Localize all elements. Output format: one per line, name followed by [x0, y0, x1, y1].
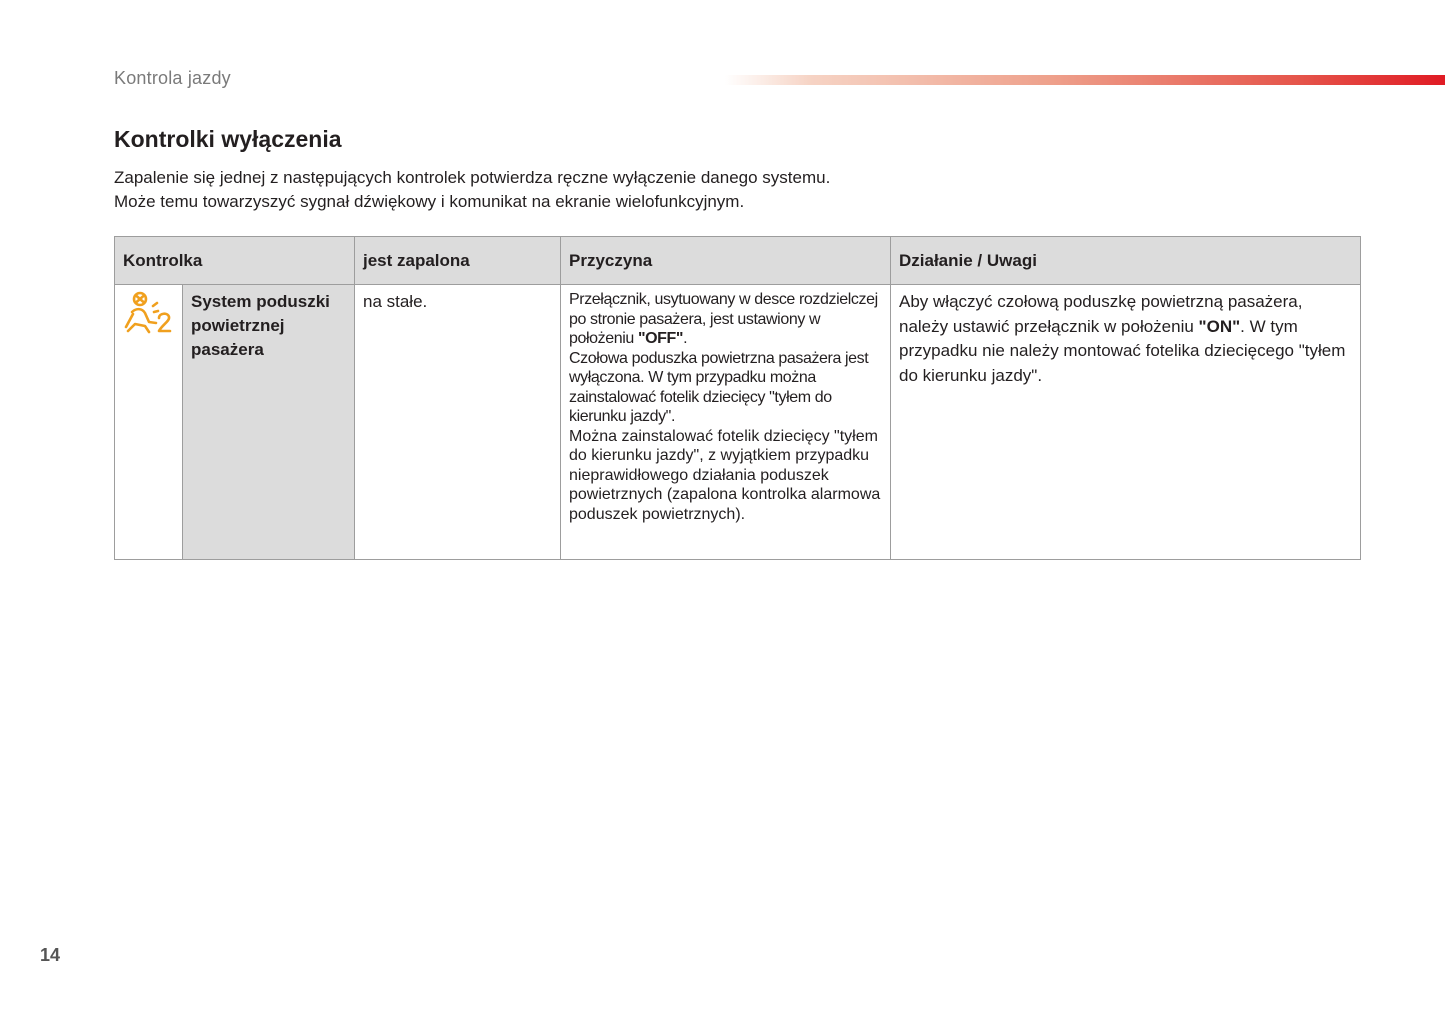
section-title: Kontrolki wyłączenia	[114, 126, 342, 152]
intro-text	[114, 166, 830, 214]
page-number: 14	[40, 945, 61, 965]
action-text-part: Aby włączyć czołową poduszkę powietrzną pasażera, należy ustawić przełącznik w położeniu	[899, 292, 1303, 336]
on-position-label: "ON"	[1198, 316, 1241, 336]
cause-text-part: .	[683, 330, 688, 347]
cause-text-part: Przełącznik, usytuowany w desce rozdzielczej po stronie pasażera, jest ustawiony w położeniu	[569, 291, 878, 347]
header-jest-zapalona: jest zapalona	[355, 237, 561, 285]
passenger-airbag-off-icon	[123, 290, 175, 334]
table-row	[115, 285, 1361, 560]
cause-paragraph-2: Czołowa poduszka powietrzna pasażera jest wyłączona. W tym przypadku można zainstalować fotelik dziecięcy "tyłem do kierunku jazdy".	[569, 349, 869, 425]
intro-line-1: Zapalenie się jednej z następujących kontrolek potwierdza ręczne wyłączenie danego systemu.	[114, 168, 831, 187]
running-head: Kontrola jazdy	[114, 68, 231, 88]
header-przyczyna: Przyczyna	[561, 237, 891, 285]
system-name: System poduszki powietrznej pasażera	[183, 285, 355, 560]
cause-paragraph-3: Można zainstalować fotelik dziecięcy "tyłem do kierunku jazdy", z wyjątkiem przypadku nieprawidłowego działania poduszek powietrznych (zapalona kontrolka alarmowa poduszek powietrznych).	[569, 427, 881, 523]
intro-line-2: Może temu towarzyszyć sygnał dźwiękowy i komunikat na ekranie wielofunkcyjnym.	[114, 192, 745, 211]
lit-status: na stałe.	[355, 285, 561, 560]
warning-lights-table	[114, 236, 1361, 560]
icon-cell	[115, 285, 183, 560]
action-text	[891, 285, 1361, 560]
header-accent-bar	[725, 75, 1445, 85]
action-text-part: . W tym przypadku nie należy montować fotelika dziecięcego "tyłem do kierunku jazdy".	[899, 316, 1346, 385]
header-dzialanie-uwagi: Działanie / Uwagi	[891, 237, 1361, 285]
header-kontrolka: Kontrolka	[115, 237, 355, 285]
cause-paragraph-1	[569, 290, 882, 349]
table-header-row	[115, 237, 1361, 285]
cause-text	[561, 285, 891, 560]
off-position-label: "OFF"	[637, 330, 684, 347]
